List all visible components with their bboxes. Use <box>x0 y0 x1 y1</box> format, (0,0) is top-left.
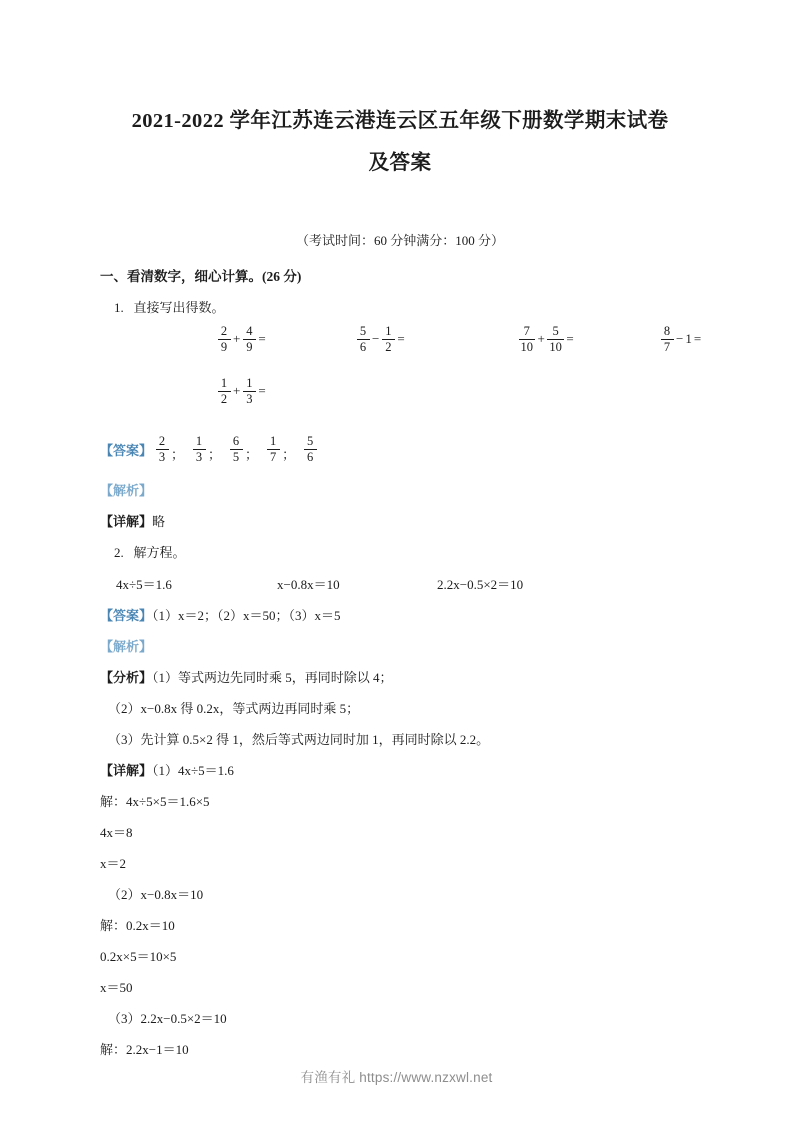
math-expression <box>659 325 702 353</box>
fraction-denominator: 5 <box>232 449 240 464</box>
question-1-detail-line <box>100 511 700 533</box>
question-2-fenxi-item-2-line <box>100 698 700 720</box>
detail-line-text: 4x＝8 <box>100 825 133 840</box>
fraction-denominator: 3 <box>158 449 166 464</box>
math-operator: = <box>693 331 702 346</box>
page-title-line-1: 2021-2022 学年江苏连云港连云区五年级下册数学期末试卷 <box>131 110 669 132</box>
fenxi-tag: 【分析】 <box>100 670 153 685</box>
detail-line <box>100 915 700 937</box>
question-2-prompt <box>100 542 700 564</box>
question-2-detail-lines <box>100 760 700 1061</box>
detail-line <box>100 1008 700 1030</box>
fraction-numerator: 8 <box>663 324 671 338</box>
analysis-tag: 【解析】 <box>100 483 153 498</box>
fraction-denominator: 10 <box>549 339 562 354</box>
footer-watermark: 有渔有礼 https://www.nzxwl.net <box>300 1070 493 1085</box>
answer-fraction <box>230 435 243 463</box>
answer-separator: ； <box>208 447 222 462</box>
equation: x−0.8x＝10 <box>277 577 340 592</box>
answer-tag: 【答案】 <box>100 608 153 623</box>
detail-line-text: （2）x−0.8x＝10 <box>108 887 204 902</box>
detail-line <box>100 791 700 813</box>
detail-line <box>100 853 700 875</box>
answer-separator: ； <box>171 447 185 462</box>
answer-tag: 【答案】 <box>100 442 153 458</box>
fraction-numerator: 4 <box>246 324 253 338</box>
math-operator: + <box>233 331 241 346</box>
fraction-denominator: 7 <box>663 339 671 354</box>
answer-fraction <box>193 435 206 463</box>
fraction-numerator: 1 <box>220 376 228 390</box>
math-operator: − <box>372 331 380 346</box>
fraction <box>218 325 231 353</box>
fraction <box>218 377 231 405</box>
fraction-numerator: 5 <box>552 324 559 338</box>
fraction-denominator: 3 <box>195 449 203 464</box>
fraction-numerator: 7 <box>523 324 530 338</box>
fraction <box>382 325 395 353</box>
question-1-text: 直接写出得数。 <box>133 300 225 315</box>
question-2-fenxi-item-3-line <box>100 729 700 751</box>
fraction-numerator: 1 <box>269 434 277 448</box>
analysis-tag: 【解析】 <box>100 639 153 654</box>
math-operator: 1 <box>685 331 692 346</box>
page-title-line-2: 及答案 <box>368 152 432 174</box>
question-2-fenxi-item-1: （1）等式两边先同时乘 5，再同时除以 4； <box>152 670 393 685</box>
detail-line-text: 解：4x÷5×5＝1.6×5 <box>100 794 210 809</box>
fraction-numerator: 2 <box>220 324 228 338</box>
question-2-fenxi-item-2: （2）x−0.8x 得 0.2x，等式两边再同时乘 5； <box>108 701 360 716</box>
question-1-answer-line <box>100 427 700 471</box>
question-2-number: 2. <box>114 545 124 560</box>
fraction-denominator: 2 <box>220 391 228 406</box>
detail-line <box>100 1039 700 1061</box>
detail-line-text: x＝2 <box>100 856 127 871</box>
math-operator: = <box>258 383 266 398</box>
detail-line-text: （1）4x÷5＝1.6 <box>152 763 234 778</box>
math-operator: = <box>258 331 266 346</box>
fraction-denominator: 9 <box>220 339 228 354</box>
detail-line <box>100 946 700 968</box>
document-content <box>100 0 700 1061</box>
question-2-answer-line <box>100 605 700 627</box>
fraction <box>519 325 536 353</box>
fraction-numerator: 5 <box>306 434 314 448</box>
fraction-denominator: 10 <box>520 339 533 354</box>
answer-separator: ； <box>282 447 296 462</box>
math-operator: + <box>233 383 241 398</box>
fraction-denominator: 3 <box>246 391 253 406</box>
math-expression <box>216 325 267 353</box>
answer-separator: ； <box>245 447 259 462</box>
fraction-denominator: 6 <box>306 449 314 464</box>
fraction <box>357 325 370 353</box>
question-1-detail-text: 略 <box>152 514 166 529</box>
fraction-numerator: 1 <box>195 434 203 448</box>
detail-line-text: 解：0.2x＝10 <box>100 918 175 933</box>
question-1-number: 1. <box>114 300 124 315</box>
fraction-numerator: 1 <box>246 376 253 390</box>
fraction-numerator: 2 <box>158 434 166 448</box>
exam-info: （考试时间：60 分钟满分：100 分） <box>295 233 504 248</box>
answer-fraction <box>156 435 169 463</box>
fraction-denominator: 7 <box>269 449 277 464</box>
question-1-analysis-tag-line <box>100 480 700 502</box>
question-2-equations-row <box>100 574 700 596</box>
question-2-answer-text: （1）x＝2；（2）x＝50；（3）x＝5 <box>152 608 341 623</box>
math-operator: − <box>676 331 684 346</box>
detail-line <box>100 822 700 844</box>
question-1-expressions-row-1 <box>100 325 700 371</box>
page-title <box>100 100 700 184</box>
section-heading: 一、看清数字，细心计算。(26 分) <box>100 269 302 284</box>
fraction-numerator: 6 <box>232 434 240 448</box>
detail-line <box>100 977 700 999</box>
detail-line-text: 0.2x×5＝10×5 <box>100 949 177 964</box>
question-1-prompt <box>100 297 700 319</box>
math-expression <box>216 377 267 405</box>
question-1-expressions-row-2 <box>100 377 700 423</box>
question-2-analysis-tag-line <box>100 636 700 658</box>
detail-line <box>100 760 700 782</box>
detail-line-text: （3）2.2x−0.5×2＝10 <box>108 1011 227 1026</box>
fraction <box>243 325 256 353</box>
math-operator: = <box>397 331 405 346</box>
fraction-denominator: 6 <box>359 339 367 354</box>
fraction <box>243 377 256 405</box>
math-expression <box>517 325 575 353</box>
question-2-text: 解方程。 <box>133 545 186 560</box>
math-expression <box>355 325 406 353</box>
answer-fraction <box>304 435 317 463</box>
fraction-denominator: 9 <box>246 339 253 354</box>
detail-line <box>100 884 700 906</box>
question-2-fenxi-item-3: （3）先计算 0.5×2 得 1，然后等式两边同时加 1，再同时除以 2.2。 <box>108 732 490 747</box>
math-operator: + <box>537 331 545 346</box>
math-operator: = <box>566 331 574 346</box>
answer-fraction <box>267 435 280 463</box>
fraction <box>547 325 564 353</box>
fraction <box>661 325 674 353</box>
equation: 4x÷5＝1.6 <box>116 577 172 592</box>
fraction-denominator: 2 <box>385 339 392 354</box>
fraction-numerator: 1 <box>385 324 392 338</box>
question-2-fenxi-line <box>100 667 700 689</box>
detail-line-text: x＝50 <box>100 980 133 995</box>
fraction-numerator: 5 <box>359 324 367 338</box>
detail-tag: 【详解】 <box>100 763 153 778</box>
equation: 2.2x−0.5×2＝10 <box>437 577 524 592</box>
detail-tag: 【详解】 <box>100 514 153 529</box>
detail-line-text: 解：2.2x−1＝10 <box>100 1042 189 1057</box>
